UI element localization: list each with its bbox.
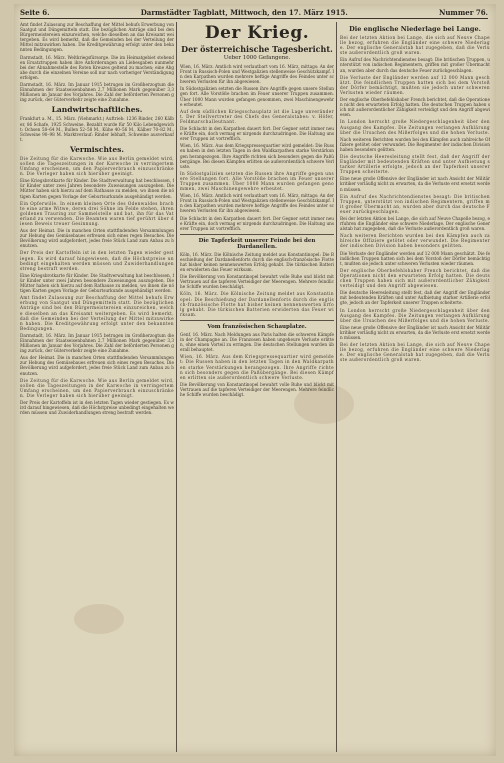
article-paragraph: Ein Opferwille. In einem kleinen Orte des Odenwaldes brachte eine arme Witwe, deren drei Söhne im Felde stehen, ihren goldenen Trauring zur Sammelstelle und bat, ihn für das Vaterland zu verwenden. Die Beamten waren tief gerührt über diesen Beweis treuer Gesinnung. [20, 200, 174, 226]
article-paragraph: In London herrscht große Niedergeschlagenheit über den Ausgang des Kampfes. Die Zeitungen verlangen Aufklärung über die Ursachen des Mißerfolges und die hohen Verluste. [340, 119, 490, 135]
article-divider [180, 320, 334, 321]
main-headline: Der Krieg. [204, 23, 310, 43]
article-paragraph: Die Zeitung für die Karwoche. Wie aus Berlin gemeldet wird, sollen die Tageszeitungen in der Karwoche in verringertem Umfang erscheinen, um den Papierverbrauch einzuschränken. Die Verleger haben sich hierüber geeinigt. [20, 377, 174, 398]
article-paragraph: Bei der letzten Aktion bei Lange, die sich auf Neuve Chapelle bezog, erfuhren die Engländer eine schwere Niederlage. Der englische Generalstab hat zugegeben, daß die Verluste außerordentlich groß waren. [340, 342, 490, 363]
section-heading-agriculture: Landwirtschaftliches. [51, 105, 143, 115]
article-paragraph: Die Schlacht in den Karpathen dauert fort. Der Gegner setzt immer neue Kräfte ein, doch vermag er nirgends durchzudringen. Die Haltung unserer Truppen ist vortrefflich. [180, 126, 334, 142]
article-divider [180, 234, 334, 235]
section-heading-french-front: Vom französischen Schauplatze. [207, 323, 307, 330]
article-paragraph: Die Verluste der Engländer werden auf 12 000 Mann geschätzt. Die feindlichen Truppen hatten sich bei dem Vorstoß der Dörfer bemächtigt, mußten sie jedoch unter schweren Verlusten wieder räumen. [340, 74, 490, 95]
article-paragraph: Darmstadt, 16. März. Weltkriegsfürsorge. Die im Heimatgebiet stehenden Ersatztruppen haben ihre Anforderungen an Liebesgaben nunmehr bei der Abnahmestelle des Roten Kreuzes geltend zu machen; eine Abgabe durch die einzelnen Vereine soll nur nach vorheriger Verständigung erfolgen. [20, 54, 174, 80]
page-header [20, 6, 488, 19]
article-paragraph: Genf, 16. März. Nach Meldungen aus Paris halten die schweren Kämpfe in der Champagne an. Die Franzosen haben ungeheure Verluste erlitten, ohne einen Vorteil zu erringen. Die deutschen Stellungen wurden überall behauptet. [180, 331, 334, 353]
article-paragraph: Frankfurt a. M., 15. März. (Viehmarkt.) Auftrieb: 1236 Rinder, 260 Kälber, 86 Schafe, 1925 Schweine. Bezahlt wurde für 50 Kilo Lebendgewicht: Ochsen 58–64 M., Bullen 52–58 M., Kühe 40–56 M., Kälber 70–82 M., Schweine 90–98 M. Marktverlauf: Rinder lebhaft, Schweine ausverkauft. [20, 116, 174, 142]
article-paragraph: Eine Kriegsbrotkarte für Kinder. Die Stadtverwaltung hat beschlossen, für Kinder unter zwei Jahren besondere Zuweisungen auszugeben. Die Mütter haben sich hierzu auf dem Rathause zu melden, wo ihnen die nötigen Karten gegen Vorlage der Geburtsurkunde ausgehändigt werden. [20, 178, 174, 199]
article-paragraph: Die Bevölkerung von Konstantinopel bewahrt volle Ruhe und blickt mit Vertrauen auf die tapferen Verteidiger der Meerengen. Mehrere feindliche Schiffe wurden beschädigt. [180, 381, 334, 397]
article-paragraph: Köln, 16. März. Die Kölnische Zeitung meldet aus Konstantinopel: Die Beschießung der Dardanellenforts durch die englisch-französische Flotte hat bisher keinen nennenswerten Erfolg gehabt. Die türkischen Batterien erwiderten das Feuer wirksam. [180, 291, 334, 317]
section-heading-miscellaneous: Vermischtes. [70, 144, 124, 154]
article-paragraph: Köln, 16. März. Die Kölnische Zeitung meldet aus Konstantinopel: Die Beschießung der Dardanellenforts durch die englisch-französische Flotte hat bisher keinen nennenswerten Erfolg gehabt. Die türkischen Batterien erwiderten das Feuer wirksam. [180, 251, 334, 273]
article-paragraph: Wien, 16. März. Amtlich wird verlautbart vom 16. März, mittags: An der Front in Russisch-Polen und Westgalizien stellenweise Geschützkampf. In den Karpathen wurden mehrere heftige Angriffe des Feindes unter schweren Verlusten für ihn abgewiesen. [180, 64, 334, 85]
article-paragraph: Nach weiteren Berichten wurden bei den Kämpfen auch zahlreiche Offiziere getötet oder verwundet. Die Regimenter der indischen Division haben besonders gelitten. [340, 233, 490, 249]
article-paragraph: Bei der letzten Aktion bei Lange, die sich auf Neuve Chapelle bezog, erfuhren die Engländer eine schwere Niederlage. Der englische Generalstab hat zugegeben, daß die Verluste außerordentlich groß waren. [340, 35, 490, 56]
column-right [340, 22, 490, 752]
section-heading-english-defeat: Die englische Niederlage bei Lange. [349, 25, 481, 33]
article-paragraph: Ein Aufruf des Nachrichtendienstes besagt: Die britischen Truppen, unterstützt von indischen Regimentern, griffen mit großer Übermacht an, wurden aber durch das deutsche Feuer zurückgeschlagen. [340, 193, 490, 214]
column-rule [176, 22, 177, 752]
column-rule [336, 22, 337, 752]
article-paragraph: Der englische Oberbefehlshaber French berichtet, daß die Operationen nicht den erwarteten Erfolg hatten. Die deutschen Truppen haben sich mit außerordentlicher Zähigkeit verteidigt und den Angriff abgewiesen. [340, 97, 490, 118]
column-left [20, 22, 174, 752]
article-paragraph: Eine Kriegsbrotkarte für Kinder. Die Stadtverwaltung hat beschlossen, für Kinder unter zwei Jahren besondere Zuweisungen auszugeben. Die Mütter haben sich hierzu auf dem Rathause zu melden, wo ihnen die nötigen Karten gegen Vorlage der Geburtsurkunde ausgehändigt werden. [20, 272, 174, 294]
section-heading-dardanelles: Die Tapferkeit unserer Feinde bei den Dardanellen. [198, 237, 316, 250]
headline-subtitle: Der österreichische Tagesbericht. [181, 44, 333, 54]
article-paragraph: Amt findet Zulassung zur Beschaffung der Mittel behufs Erwerbung von Saatgut und Düngemitteln statt. Die bezüglichen Anträge sind bei den Bürgermeistereien einzureichen, welche dieselben an das Kreisamt weitergeben. Es wird bemerkt, daß die Gemeinden bei der Verteilung der Mittel mitzuwirken haben. Die Kreditgewährung erfolgt unter den bekannten Bedingungen. [20, 295, 174, 331]
article-paragraph: Darmstadt, 16. März. Im Januar 1915 betrugen im Großherzogtum die Einnahmen der Staatseisenbahnen 2,7 Millionen Mark gegenüber 3,3 Millionen im Januar des Vorjahres. Die Zahl der beförderten Personen ging zurück, der Güterverkehr zeigte eine Zunahme. [20, 82, 174, 103]
article-paragraph: Darmstadt, 16. März. Im Januar 1915 betrugen im Großherzogtum die Einnahmen der Staatseisenbahnen 2,7 Millionen Mark gegenüber 3,3 Millionen im Januar des Vorjahres. Die Zahl der beförderten Personen ging zurück, der Güterverkehr zeigte eine Zunahme. [20, 332, 174, 354]
article-paragraph: Wien, 16. März. Aus dem Kriegspressequartier wird gemeldet: Die Russen haben in den letzten Tagen in den Waldkarpathen starke Verstärkungen herangezogen. Ihre Angriffe richten sich besonders gegen die Paßübergänge. Bei diesen Kämpfen erlitten sie außerordentlich schwere Verluste. [180, 143, 334, 169]
article-paragraph: Die deutsche Heeresleitung stellt fest, daß der Angriff der Engländer mit bedeutenden Kräften und unter Aufbietung starker Artillerie erfolgte, jedoch an der Tapferkeit unserer Truppen scheiterte. [340, 290, 490, 306]
article-paragraph: Eine neue große Offensive der Engländer ist nach Ansicht der Militärkritiker vorläufig nicht zu erwarten, da die Verluste erst ersetzt werden müssen. [340, 324, 490, 340]
article-paragraph: Der englische Oberbefehlshaber French berichtet, daß die Operationen nicht den erwarteten Erfolg hatten. Die deutschen Truppen haben sich mit außerordentlicher Zähigkeit verteidigt und den Angriff abgewiesen. [340, 267, 490, 289]
article-paragraph: Wien, 16. März. Aus dem Kriegspressequartier wird gemeldet: Die Russen haben in den letzten Tagen in den Waldkarpathen starke Verstärkungen herangezogen. Ihre Angriffe richten sich besonders gegen die Paßübergänge. Bei diesen Kämpfen erlitten sie außerordentlich schwere Verluste. [180, 354, 334, 380]
article-paragraph: In Südostgalizien setzten die Russen ihre Angriffe gegen unsere Stellungen fort. Alle Vorstöße brachen im Feuer unserer Truppen zusammen. Über 1000 Mann wurden gefangen genommen, zwei Maschinengewehre erbeutet. [180, 86, 334, 107]
issue-number: Nummer 76. [438, 7, 488, 17]
article-paragraph: Die deutsche Heeresleitung stellt fest, daß der Angriff der Engländer mit bedeutenden Kräften und unter Aufbietung starker Artillerie erfolgte, jedoch an der Tapferkeit unserer Truppen scheiterte. [340, 153, 490, 175]
column-center [180, 22, 334, 752]
article-paragraph: Die Schlacht in den Karpathen dauert fort. Der Gegner setzt immer neue Kräfte ein, doch vermag er nirgends durchzudringen. Die Haltung unserer Truppen ist vortrefflich. [180, 215, 334, 231]
newspaper-page [14, 4, 496, 756]
page-number: Seite 6. [20, 7, 50, 17]
article-paragraph: In London herrscht große Niedergeschlagenheit über den Ausgang des Kampfes. Die Zeitungen verlangen Aufklärung über die Ursachen des Mißerfolges und die hohen Verluste. [340, 307, 490, 323]
article-paragraph: Die Bevölkerung von Konstantinopel bewahrt volle Ruhe und blickt mit Vertrauen auf die tapferen Verteidiger der Meerengen. Mehrere feindliche Schiffe wurden beschädigt. [180, 274, 334, 290]
article-paragraph: Aus der Heimat. Die in manchen Orten stattfindenden Versammlungen zur Hebung des Gemüsebaues erfreuen sich eines regen Besuches. Die Bevölkerung wird aufgefordert, jedes freie Stück Land zum Anbau zu benutzen. [20, 228, 174, 249]
article-paragraph: Amt findet Zulassung zur Beschaffung der Mittel behufs Erwerbung von Saatgut und Düngemitteln statt. Die bezüglichen Anträge sind bei den Bürgermeistereien einzureichen, welche dieselben an das Kreisamt weitergeben. Es wird bemerkt, daß die Gemeinden bei der Verteilung der Mittel mitzuwirken haben. Die Kreditgewährung erfolgt unter den bekannten Bedingungen. [20, 22, 174, 53]
article-paragraph: In Südostgalizien setzten die Russen ihre Angriffe gegen unsere Stellungen fort. Alle Vorstöße brachen im Feuer unserer Truppen zusammen. Über 1000 Mann wurden gefangen genommen, zwei Maschinengewehre erbeutet. [180, 170, 334, 192]
article-paragraph: Ein Aufruf des Nachrichtendienstes besagt: Die britischen Truppen, unterstützt von indischen Regimentern, griffen mit großer Übermacht an, wurden aber durch das deutsche Feuer zurückgeschlagen. [340, 57, 490, 73]
article-paragraph: Der Preis der Kartoffeln ist in den letzten Tagen wieder gestiegen. Es wird darauf hingewiesen, daß die Höchstpreise unbedingt eingehalten werden müssen und Zuwiderhandlungen streng bestraft werden. [20, 400, 174, 416]
article-paragraph: Der Preis der Kartoffeln ist in den letzten Tagen wieder gestiegen. Es wird darauf hingewiesen, daß die Höchstpreise unbedingt eingehalten werden müssen und Zuwiderhandlungen streng bestraft werden. [20, 250, 174, 271]
article-paragraph: Aus der Heimat. Die in manchen Orten stattfindenden Versammlungen zur Hebung des Gemüsebaues erfreuen sich eines regen Besuches. Die Bevölkerung wird aufgefordert, jedes freie Stück Land zum Anbau zu benutzen. [20, 355, 174, 376]
headline-subsubtitle: Ueber 1000 Gefangene. [223, 55, 291, 61]
newspaper-masthead: Darmstädter Tagblatt, Mittwoch, den 17. März 1915. [140, 7, 348, 17]
article-paragraph: Auf dem südlichen Kriegsschauplatz ist die Lage unverändert. Der Stellvertreter des Chefs des Generalstabes: v. Höfer, Feldmarschalleutnant. [180, 108, 334, 124]
article-paragraph: Bei der letzten Aktion bei Lange, die sich auf Neuve Chapelle bezog, erfuhren die Engländer eine schwere Niederlage. Der englische Generalstab hat zugegeben, daß die Verluste außerordentlich groß waren. [340, 216, 490, 232]
article-paragraph: Die Zeitung für die Karwoche. Wie aus Berlin gemeldet wird, sollen die Tageszeitungen in der Karwoche in verringertem Umfang erscheinen, um den Papierverbrauch einzuschränken. Die Verleger haben sich hierüber geeinigt. [20, 155, 174, 177]
article-paragraph: Nach weiteren Berichten wurden bei den Kämpfen auch zahlreiche Offiziere getötet oder verwundet. Die Regimenter der indischen Division haben besonders gelitten. [340, 136, 490, 152]
article-paragraph: Eine neue große Offensive der Engländer ist nach Ansicht der Militärkritiker vorläufig nicht zu erwarten, da die Verluste erst ersetzt werden müssen. [340, 176, 490, 192]
article-paragraph: Wien, 16. März. Amtlich wird verlautbart vom 16. März, mittags: An der Front in Russisch-Polen und Westgalizien stellenweise Geschützkampf. In den Karpathen wurden mehrere heftige Angriffe des Feindes unter schweren Verlusten für ihn abgewiesen. [180, 193, 334, 214]
article-paragraph: Die Verluste der Engländer werden auf 12 000 Mann geschätzt. Die feindlichen Truppen hatten sich bei dem Vorstoß der Dörfer bemächtigt, mußten sie jedoch unter schweren Verlusten wieder räumen. [340, 250, 490, 266]
